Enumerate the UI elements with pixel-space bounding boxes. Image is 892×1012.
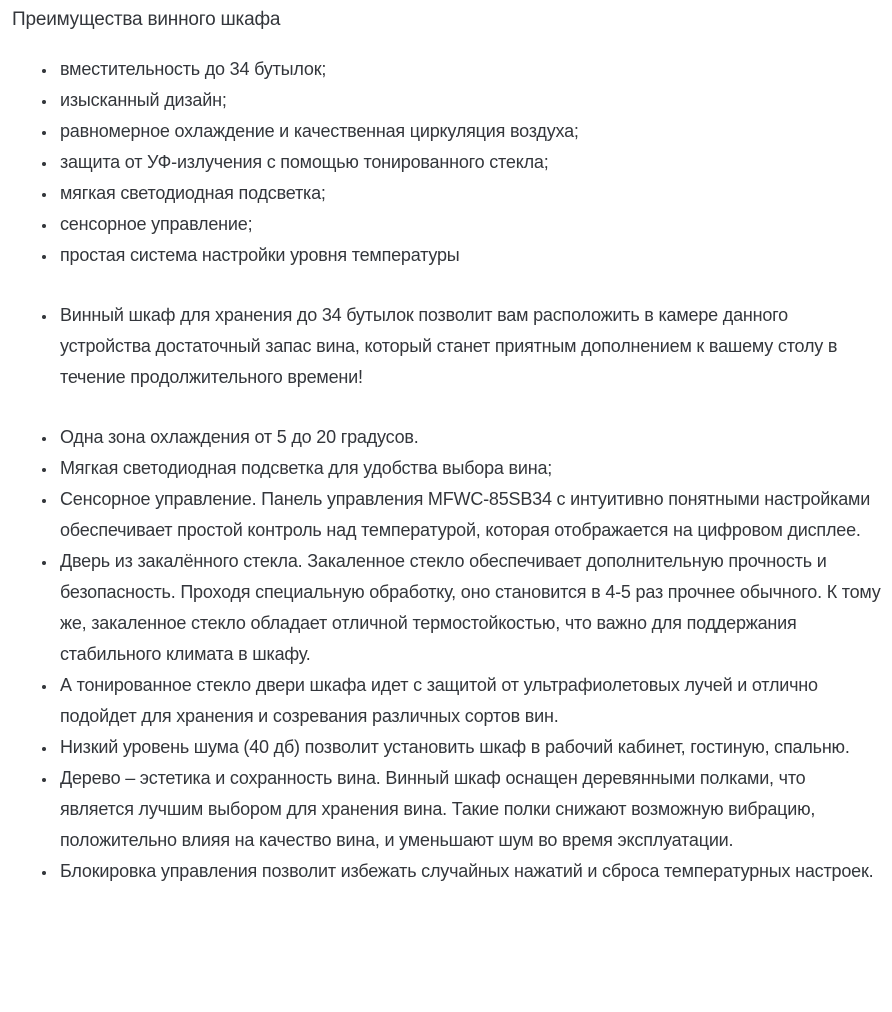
details-list (10, 422, 882, 887)
list-item: • Дерево – эстетика и сохранность вина. Винный шкаф оснащен деревянными полками, что является лучшим выбором для хранения вина. Такие полки снижают возможную вибрацию, положительно влияя на качество вина, и уменьшают шум во время эксплуатации. (57, 763, 882, 856)
list-item: • простая система настройки уровня температуры (57, 240, 882, 271)
list-item: • сенсорное управление; (57, 209, 882, 240)
capacity-list (10, 300, 882, 393)
list-item: • А тонированное стекло двери шкафа идет с защитой от ультрафиолетовых лучей и отлично подойдет для хранения и созревания различных сортов вин. (57, 670, 882, 732)
list-item: • вместительность до 34 бутылок; (57, 54, 882, 85)
list-item: • защита от УФ-излучения с помощью тонированного стекла; (57, 147, 882, 178)
list-item: • изысканный дизайн; (57, 85, 882, 116)
list-item: • Винный шкаф для хранения до 34 бутылок позволит вам расположить в камере данного устройства достаточный запас вина, который станет приятным дополнением к вашему столу в течение продолжительного времени! (57, 300, 882, 393)
list-item: • Низкий уровень шума (40 дб) позволит установить шкаф в рабочий кабинет, гостиную, спальню. (57, 732, 882, 763)
list-item: • Блокировка управления позволит избежать случайных нажатий и сброса температурных настроек. (57, 856, 882, 887)
list-item: • Сенсорное управление. Панель управления MFWC-85SB34 с интуитивно понятными настройками обеспечивает простой контроль над температурой, которая отображается на цифровом дисплее. (57, 484, 882, 546)
list-item: • Дверь из закалённого стекла. Закаленное стекло обеспечивает дополнительную прочность и безопасность. Проходя специальную обработку, оно становится в 4-5 раз прочнее обычного. К тому же, закаленное стекло обладает отличной термостойкостью, что важно для поддержания стабильного климата в шкафу. (57, 546, 882, 670)
section-title: Преимущества винного шкафа (12, 9, 281, 30)
list-item: • Одна зона охлаждения от 5 до 20 градусов. (57, 422, 882, 453)
list-item: • равномерное охлаждение и качественная циркуляция воздуха; (57, 116, 882, 147)
features-list (10, 54, 882, 271)
list-item: • Мягкая светодиодная подсветка для удобства выбора вина; (57, 453, 882, 484)
list-item: • мягкая светодиодная подсветка; (57, 178, 882, 209)
